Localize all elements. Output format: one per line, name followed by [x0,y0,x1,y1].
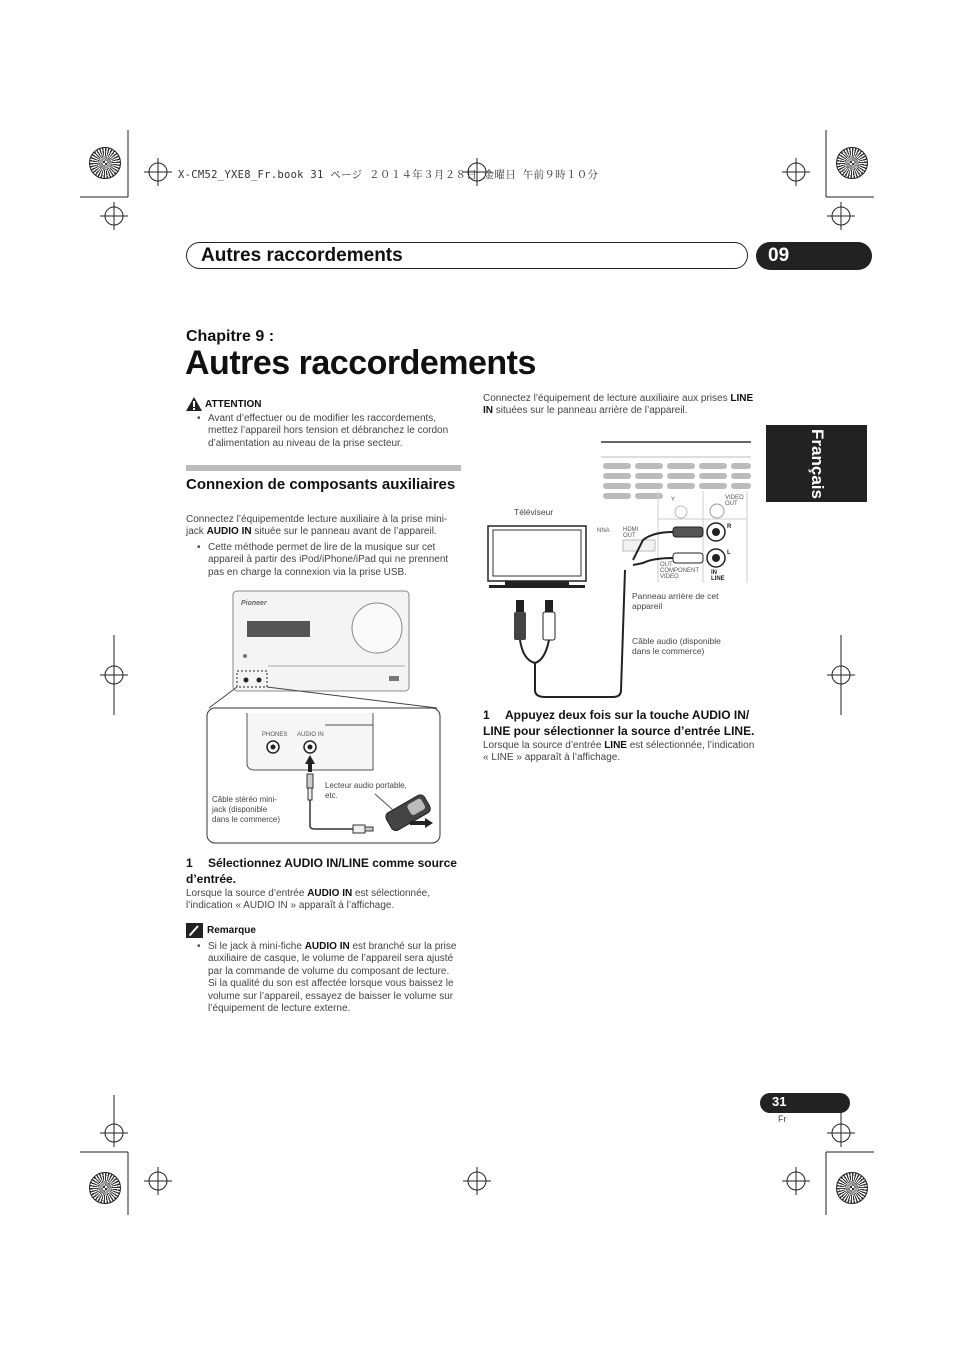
y-label: Y [671,497,676,503]
bullet-dot: • [197,413,201,424]
svg-text:Pioneer: Pioneer [241,600,267,607]
section-bullet: Cette méthode permet de lire de la musique sur cet appareil à partir des iPod/iPhone/iPad qui ne prennent pas en charge la connexion via la prise USB. [208,542,449,578]
front-panel-figure [205,588,445,846]
phones-label: PHONES [262,732,288,738]
remark-icon [186,923,203,938]
r-label: R [727,524,732,530]
page-number-badge [760,1093,850,1113]
header-title: Autres raccordements [201,245,403,266]
line-in-label: IN LINE [711,570,725,582]
player-caption: Lecteur audio portable, etc. [325,781,407,800]
page-language: Fr [778,1114,787,1124]
component-video-label: OUT COMPONENT VIDEO [660,562,699,580]
page-number: 31 [772,1094,787,1109]
step-1-left-text: Lorsque la source d’entrée AUDIO IN est sélectionnée, l’indication « AUDIO IN » apparaît à l’affichage. [186,888,431,912]
bullet-dot: • [197,542,201,553]
bullet-dot: • [197,941,201,952]
panel-caption: Panneau arrière de cet appareil [632,591,719,611]
attention-text: Avant d’effectuer ou de modifier les raccordements, mettez l’appareil hors tension et débranchez le cordon d’alimentation au niveau de la prise secteur. [208,413,449,449]
antenna-fragment: NNA [597,528,610,534]
section-title: Connexion de composants auxiliaires [186,476,456,493]
print-slug: X-CM52_YXE8_Fr.book 31 ページ ２０１４年３月２８日 金曜日 午前９時１０分 [178,169,599,181]
l-label: L [727,550,731,556]
header-bar [186,242,748,269]
language-tab-label: Français [807,428,827,499]
attention-label: ATTENTION [205,399,262,410]
tv-caption: Téléviseur [514,507,554,517]
language-tab [766,425,867,502]
remark-text: Si le jack à mini-fiche AUDIO IN est branché sur la prise auxiliaire de casque, le volume de l’appareil sera ajusté par la commande de volume du composant de lecture. Si la qualité du son est affectée lorsque vous baissez le volume sur l’appareil, essayez de baisser le volume sur l’équipement de lecture externe. [208,941,457,1015]
page-title: Autres raccordements [185,344,536,382]
chapter-badge [756,242,872,270]
video-out-label: VIDEO OUT [725,495,744,507]
remark-label: Remarque [207,925,256,936]
audio-in-label: AUDIO IN [297,732,324,738]
section-rule [186,465,461,471]
warning-icon [186,397,202,411]
rear-panel-figure [483,435,758,700]
chapter-number: 09 [768,245,790,266]
hdmi-out-label: HDMI OUT [623,527,639,539]
step-1-right-title: 1 Appuyez deux fois sur la touche AUDIO IN/ LINE pour sélectionner la source d’entrée LINE. [483,708,755,738]
right-intro: Connectez l’équipement de lecture auxiliaire aux prises LINE IN situées sur le panneau arrière de l’appareil. [483,393,754,417]
step-1-right-text: Lorsque la source d’entrée LINE est sélectionnée, l’indication « LINE » apparaît à l’affichage. [483,740,755,764]
cable-caption-left: Câble stéréo mini-jack (disponible dans le commerce) [212,795,281,824]
step-1-left-title: 1 Sélectionnez AUDIO IN/LINE comme source d’entrée. [186,856,457,886]
section-intro: Connectez l’équipementde lecture auxiliaire à la prise mini-jack AUDIO IN située sur le panneau avant de l’appareil. [186,514,448,538]
cable-caption-right: Câble audio (disponible dans le commerce) [632,636,721,656]
chapter-label: Chapitre 9 : [186,328,275,345]
